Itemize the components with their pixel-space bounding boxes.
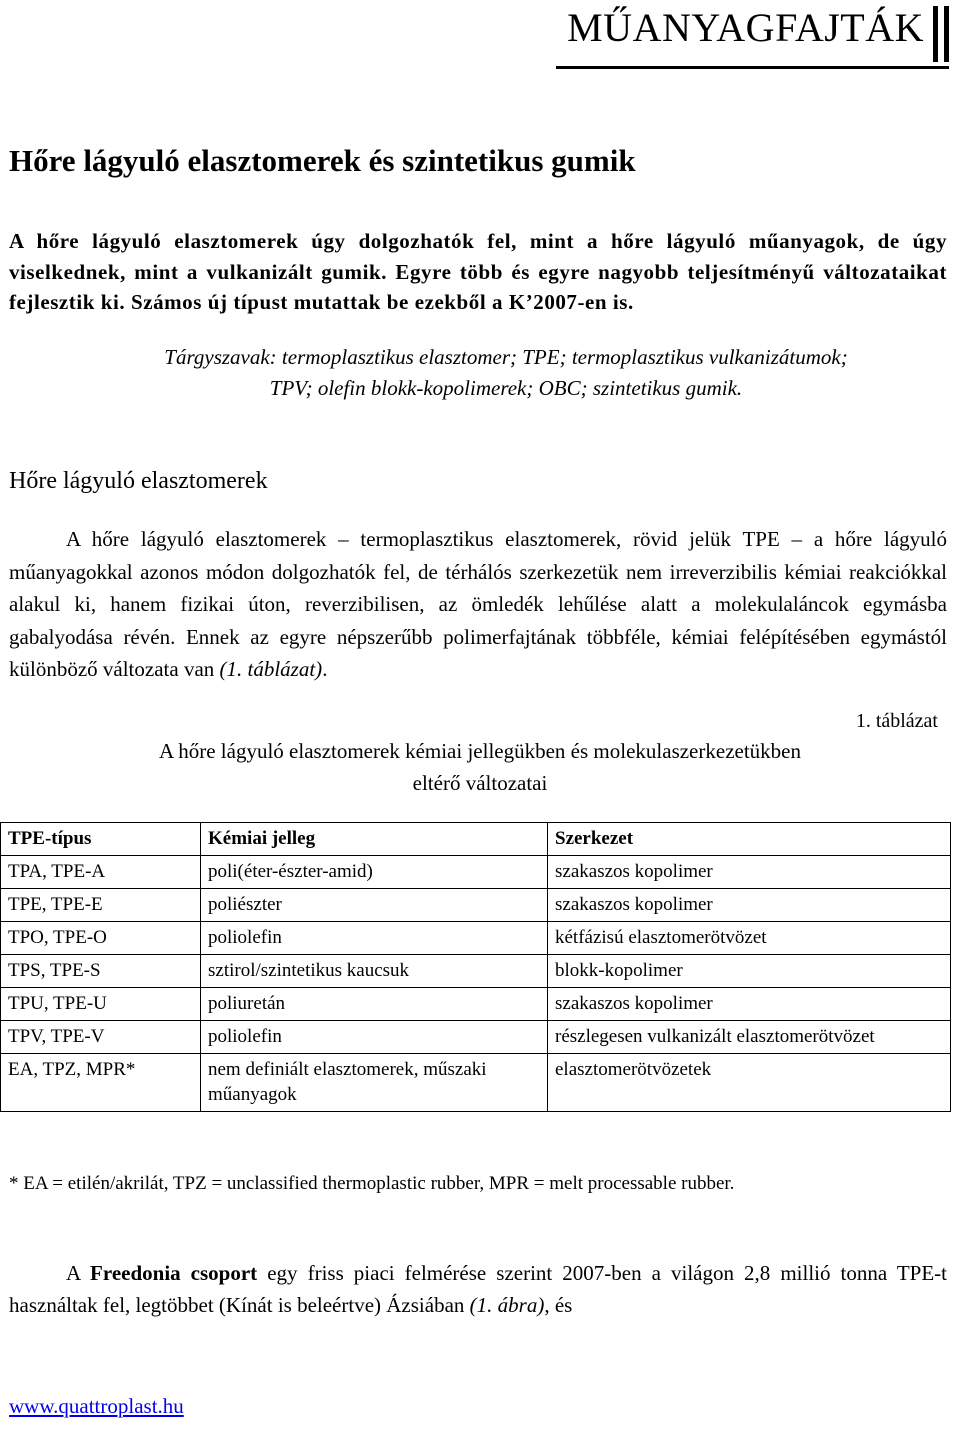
header-rule — [556, 66, 949, 69]
table-cell: TPV, TPE-V — [1, 1021, 201, 1054]
table-cell: poli(éter-észter-amid) — [201, 856, 548, 889]
table-row — [1, 889, 951, 922]
highlighted-text: Freedonia csoport — [90, 1261, 258, 1285]
figure-reference: (1. ábra) — [469, 1292, 545, 1317]
table-row — [1, 988, 951, 1021]
table-footnote: * EA = etilén/akrilát, TPZ = unclassified thermoplastic rubber, MPR = melt processable rubber. — [9, 1173, 735, 1194]
table-row — [1, 1054, 951, 1112]
table-caption — [0, 735, 960, 799]
table-cell: sztirol/szintetikus kaucsuk — [201, 955, 548, 988]
table-cell: szakaszos kopolimer — [548, 889, 951, 922]
website-link[interactable]: www.quattroplast.hu — [9, 1394, 184, 1418]
table-number: 1. táblázat — [855, 710, 938, 732]
column-header: Kémiai jelleg — [201, 823, 548, 856]
caption-line: eltérő változatai — [412, 771, 548, 795]
paragraph-end: . — [322, 657, 328, 681]
body-paragraph — [9, 523, 947, 686]
table-cell: TPA, TPE-A — [1, 856, 201, 889]
abstract: A hőre lágyuló elasztomerek úgy dolgozhatók fel, mint a hőre lágyuló műanyagok, de úgy viselkednek, mint a vulkanizált gumik. Egyre több és egyre nagyobb teljesítményű változataikat fejlesztik ki. Számos új típust mutattak be ezekből a K’2007-en is. — [9, 229, 947, 314]
column-header: Szerkezet — [548, 823, 951, 856]
tpe-table — [0, 822, 951, 1112]
body-paragraph — [9, 1258, 947, 1321]
table-cell: TPO, TPE-O — [1, 922, 201, 955]
table-row — [1, 955, 951, 988]
table-cell: kétfázisú elasztomerötvözet — [548, 922, 951, 955]
column-header: TPE-típus — [1, 823, 201, 856]
table-cell: TPS, TPE-S — [1, 955, 201, 988]
section-title: Hőre lágyuló elasztomerek — [9, 468, 268, 494]
paragraph-text: , és — [544, 1292, 573, 1317]
table-reference: (1. táblázat) — [219, 657, 323, 681]
table-cell: poliészter — [201, 889, 548, 922]
table-cell: poliuretán — [201, 988, 548, 1021]
table-cell: EA, TPZ, MPR* — [1, 1054, 201, 1112]
table-cell: blokk-kopolimer — [548, 955, 951, 988]
paragraph-text: A — [66, 1261, 91, 1285]
table-cell: TPU, TPE-U — [1, 988, 201, 1021]
table-cell: poliolefin — [201, 1021, 548, 1054]
paragraph-text: egy friss piaci felmérése szerint 2007-ben a világon 2,8 millió tonna TPE-t használtak fel, legtöbbet (Kínát is beleértve) Ázsiában — [9, 1261, 947, 1317]
keywords-line: TPV; olefin blokk-kopolimerek; OBC; szintetikus gumik. — [269, 376, 743, 400]
table-cell: elasztomerötvözetek — [548, 1054, 951, 1112]
table-cell: részlegesen vulkanizált elasztomerötvözet — [548, 1021, 951, 1054]
table-cell: nem definiált elasztomerek, műszaki műanyagok — [201, 1054, 548, 1112]
table-cell: szakaszos kopolimer — [548, 988, 951, 1021]
caption-line: A hőre lágyuló elasztomerek kémiai jellegükben és molekulaszerkezetükben — [158, 739, 801, 763]
keywords-line: Tárgyszavak: termoplasztikus elasztomer; TPE; termoplasztikus vulkanizátumok; — [164, 345, 848, 369]
header-bar — [933, 6, 938, 62]
table-cell: TPE, TPE-E — [1, 889, 201, 922]
table-row — [1, 856, 951, 889]
keywords — [66, 342, 946, 404]
section-header: MŰANYAGFAJTÁK — [567, 5, 924, 50]
table-cell: szakaszos kopolimer — [548, 856, 951, 889]
header-bar — [944, 6, 949, 62]
paragraph-text: A hőre lágyuló elasztomerek – termoplasztikus elasztomerek, rövid jelük TPE – a hőre lágyuló műanyagokkal azonos módon dolgozhatók fel, de térhálós szerkezetük nem irreverzibilis kémiai reakciókkal alakul ki, hanem fizikai úton, reverzibilisen, az ömledék lehűlése alatt a molekulaláncok egymásba gabalyodása révén. Ennek az egyre népszerűbb polimerfajtának többféle, kémiai felépítésében egymástól különböző változata van — [9, 527, 947, 681]
page-title: Hőre lágyuló elasztomerek és szintetikus gumik — [9, 143, 636, 178]
table-cell: poliolefin — [201, 922, 548, 955]
table-row — [1, 922, 951, 955]
table-row — [1, 1021, 951, 1054]
table-header-row — [1, 823, 951, 856]
